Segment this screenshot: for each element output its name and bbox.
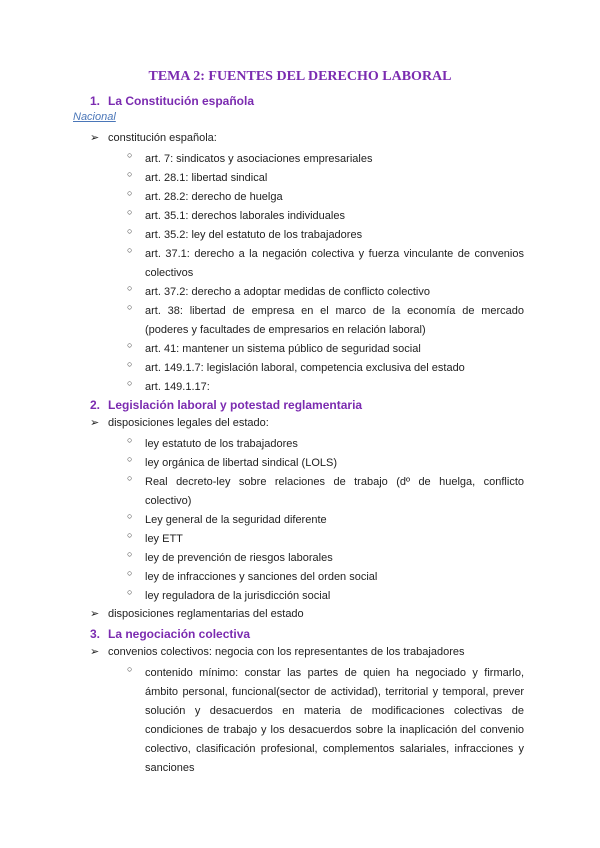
list-item-text: Real decreto-ley sobre relaciones de trabajo (dº de huelga, conflicto colectivo) [145, 476, 524, 507]
list-item-text: constitución española: [108, 132, 217, 144]
list-item-text: ley reguladora de la jurisdicción social [145, 590, 331, 602]
list-item-text: art. 41: mantener un sistema público de seguridad social [145, 343, 421, 355]
circle-bullet-icon: ○ [127, 511, 133, 521]
circle-bullet-icon: ○ [127, 473, 133, 483]
list-item-text: ley estatuto de los trabajadores [145, 438, 298, 450]
list-item-text: art. 35.1: derechos laborales individuales [145, 210, 345, 222]
list-item-text: art. 37.2: derecho a adoptar medidas de conflicto colectivo [145, 286, 430, 298]
list-item-text: art. 35.2: ley del estatuto de los trabajadores [145, 229, 363, 241]
list-item-text: convenios colectivos: negocia con los representantes de los trabajadores [108, 646, 465, 658]
section-number: 1. [90, 94, 101, 108]
circle-bullet-icon: ○ [127, 378, 133, 388]
list-item-text: contenido mínimo: constar las partes de quien ha negociado y firmarlo, ámbito personal, funcional(sector de actividad), territorial y temporal, prever solución y desacuerdos en materia de modificaciones colectivas de condiciones de trabajo y los desacuerdos sobre la inaplicación del convenio colectivo, clasificación profesional, complementos salariales, infracciones y sanciones [145, 667, 524, 774]
circle-bullet-icon: ○ [127, 283, 133, 293]
circle-bullet-icon: ○ [127, 245, 133, 255]
arrow-bullet-icon: ➢ [90, 417, 100, 429]
list-item-level1 [90, 645, 465, 658]
circle-bullet-icon: ○ [127, 587, 133, 597]
section-heading-2 [90, 398, 362, 412]
section-heading-text: La Constitución española [108, 94, 255, 108]
list-item-text: disposiciones reglamentarias del estado [108, 608, 304, 620]
circle-bullet-icon: ○ [127, 664, 133, 674]
section-heading-1 [90, 94, 254, 108]
list-item-text: art. 7: sindicatos y asociaciones empresariales [145, 153, 373, 165]
section-heading-3 [90, 627, 250, 641]
circle-bullet-icon: ○ [127, 530, 133, 540]
circle-bullet-icon: ○ [127, 568, 133, 578]
list-item-text: ley de infracciones y sanciones del orden social [145, 571, 378, 583]
arrow-bullet-icon: ➢ [90, 646, 100, 658]
list-item-text: art. 38: libertad de empresa en el marco de la economía de mercado (poderes y facultades de empresarios en relación laboral) [145, 305, 524, 336]
section-number: 3. [90, 627, 101, 641]
circle-bullet-icon: ○ [127, 207, 133, 217]
list-item-text: disposiciones legales del estado: [108, 417, 269, 429]
list-item-text: ley orgánica de libertad sindical (LOLS) [145, 457, 337, 469]
list-item-text: art. 37.1: derecho a la negación colectiva y fuerza vinculante de convenios colectivos [145, 248, 524, 279]
page-title: TEMA 2: FUENTES DEL DERECHO LABORAL [148, 69, 452, 84]
arrow-bullet-icon: ➢ [90, 608, 100, 620]
circle-bullet-icon: ○ [127, 226, 133, 236]
circle-bullet-icon: ○ [127, 340, 133, 350]
list-item-level1 [90, 607, 304, 620]
circle-bullet-icon: ○ [127, 435, 133, 445]
circle-bullet-icon: ○ [127, 150, 133, 160]
list-item-text: art. 149.1.17: [145, 381, 210, 393]
circle-bullet-icon: ○ [127, 188, 133, 198]
list-item-text: ley ETT [145, 533, 183, 545]
circle-bullet-icon: ○ [127, 359, 133, 369]
list-item-text: Ley general de la seguridad diferente [145, 514, 327, 526]
section-number: 2. [90, 398, 101, 412]
list-item-level1 [90, 131, 217, 144]
list-item-text: art. 149.1.7: legislación laboral, competencia exclusiva del estado [145, 362, 465, 374]
list-item-text: art. 28.1: libertad sindical [145, 172, 268, 184]
section-heading-text: Legislación laboral y potestad reglamentaria [108, 398, 363, 412]
list-item-text: art. 28.2: derecho de huelga [145, 191, 283, 203]
section-heading-text: La negociación colectiva [108, 627, 251, 641]
circle-bullet-icon: ○ [127, 454, 133, 464]
list-item-text: ley de prevención de riesgos laborales [145, 552, 333, 564]
subheading-nacional: Nacional [73, 111, 116, 123]
circle-bullet-icon: ○ [127, 549, 133, 559]
circle-bullet-icon: ○ [127, 169, 133, 179]
list-item-level1 [90, 416, 269, 429]
arrow-bullet-icon: ➢ [90, 132, 100, 144]
circle-bullet-icon: ○ [127, 302, 133, 312]
